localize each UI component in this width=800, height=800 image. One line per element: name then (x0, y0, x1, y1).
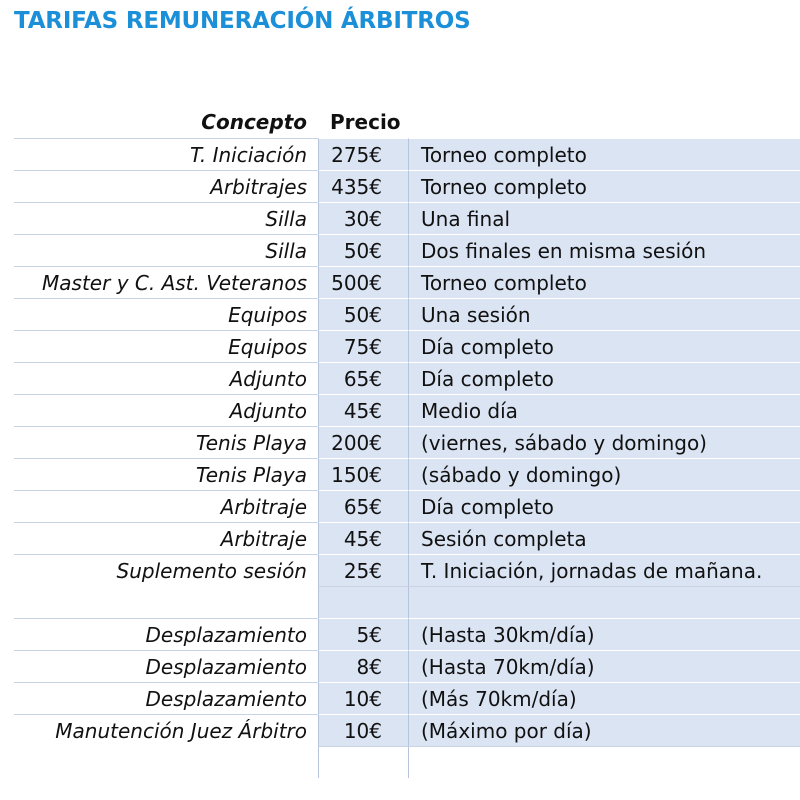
row-description: T. Iniciación, jornadas de mañana. (408, 554, 800, 586)
table-row (0, 330, 800, 362)
row-concept: Silla (14, 234, 318, 266)
row-price: 65€ (318, 362, 408, 394)
row-concept: Arbitrajes (14, 170, 318, 202)
row-description: (viernes, sábado y domingo) (408, 426, 800, 458)
table-row (0, 426, 800, 458)
row-description: Una sesión (408, 298, 800, 330)
blank-price-cell (318, 586, 408, 618)
table-row (0, 234, 800, 266)
row-price: 50€ (318, 298, 408, 330)
header-price: Precio (330, 110, 401, 134)
row-concept: Equipos (14, 298, 318, 330)
row-description: Día completo (408, 490, 800, 522)
table-row (0, 458, 800, 490)
row-description: (Máximo por día) (408, 714, 800, 746)
row-description: (Más 70km/día) (408, 682, 800, 714)
row-description: (Hasta 70km/día) (408, 650, 800, 682)
row-concept: Equipos (14, 330, 318, 362)
table-header-row (0, 106, 800, 138)
blank-description-cell (408, 586, 800, 618)
table-row (0, 650, 800, 682)
row-price: 65€ (318, 490, 408, 522)
row-concept: Desplazamiento (14, 650, 318, 682)
table-row (0, 554, 800, 586)
blank-concept-cell (14, 746, 318, 778)
row-description: Torneo completo (408, 266, 800, 298)
header-concept: Concepto (201, 110, 307, 134)
row-description: Medio día (408, 394, 800, 426)
row-concept: Arbitraje (14, 490, 318, 522)
table-row (0, 202, 800, 234)
row-description: Sesión completa (408, 522, 800, 554)
table-row (0, 522, 800, 554)
row-description: Torneo completo (408, 170, 800, 202)
row-concept: Arbitraje (14, 522, 318, 554)
row-concept: Tenis Playa (14, 458, 318, 490)
table-row (0, 298, 800, 330)
row-concept: Silla (14, 202, 318, 234)
table-row (0, 714, 800, 746)
row-concept: Adjunto (14, 362, 318, 394)
row-price: 50€ (318, 234, 408, 266)
row-concept: Manutención Juez Árbitro (14, 714, 318, 746)
row-price: 435€ (318, 170, 408, 202)
blank-concept-cell (14, 586, 318, 618)
table-row (0, 682, 800, 714)
row-description: (sábado y domingo) (408, 458, 800, 490)
row-price: 45€ (318, 522, 408, 554)
row-price: 10€ (318, 714, 408, 746)
table-row (0, 618, 800, 650)
row-description: Día completo (408, 330, 800, 362)
table-row (0, 170, 800, 202)
row-price: 25€ (318, 554, 408, 586)
table-row (0, 266, 800, 298)
rates-table (0, 106, 800, 778)
row-description: (Hasta 30km/día) (408, 618, 800, 650)
row-description: Torneo completo (408, 138, 800, 170)
table-row (0, 362, 800, 394)
row-price: 10€ (318, 682, 408, 714)
table-row (0, 138, 800, 170)
row-price: 8€ (318, 650, 408, 682)
row-concept: Desplazamiento (14, 618, 318, 650)
row-price: 150€ (318, 458, 408, 490)
row-price: 30€ (318, 202, 408, 234)
blank-price-cell (318, 746, 408, 778)
row-price: 200€ (318, 426, 408, 458)
header-description (408, 106, 800, 138)
row-price: 5€ (318, 618, 408, 650)
page-title: TARIFAS REMUNERACIÓN ÁRBITROS (14, 8, 471, 34)
row-concept: T. Iniciación (14, 138, 318, 170)
row-description: Dos finales en misma sesión (408, 234, 800, 266)
blank-row (0, 586, 800, 618)
row-price: 75€ (318, 330, 408, 362)
row-concept: Tenis Playa (14, 426, 318, 458)
blank-row (0, 746, 800, 778)
row-concept: Master y C. Ast. Veteranos (14, 266, 318, 298)
row-concept: Adjunto (14, 394, 318, 426)
table-row (0, 394, 800, 426)
row-description: Una final (408, 202, 800, 234)
row-concept: Suplemento sesión (14, 554, 318, 586)
row-price: 500€ (318, 266, 408, 298)
row-price: 275€ (318, 138, 408, 170)
row-description: Día completo (408, 362, 800, 394)
row-price: 45€ (318, 394, 408, 426)
blank-description-cell (408, 746, 800, 778)
row-concept: Desplazamiento (14, 682, 318, 714)
table-row (0, 490, 800, 522)
